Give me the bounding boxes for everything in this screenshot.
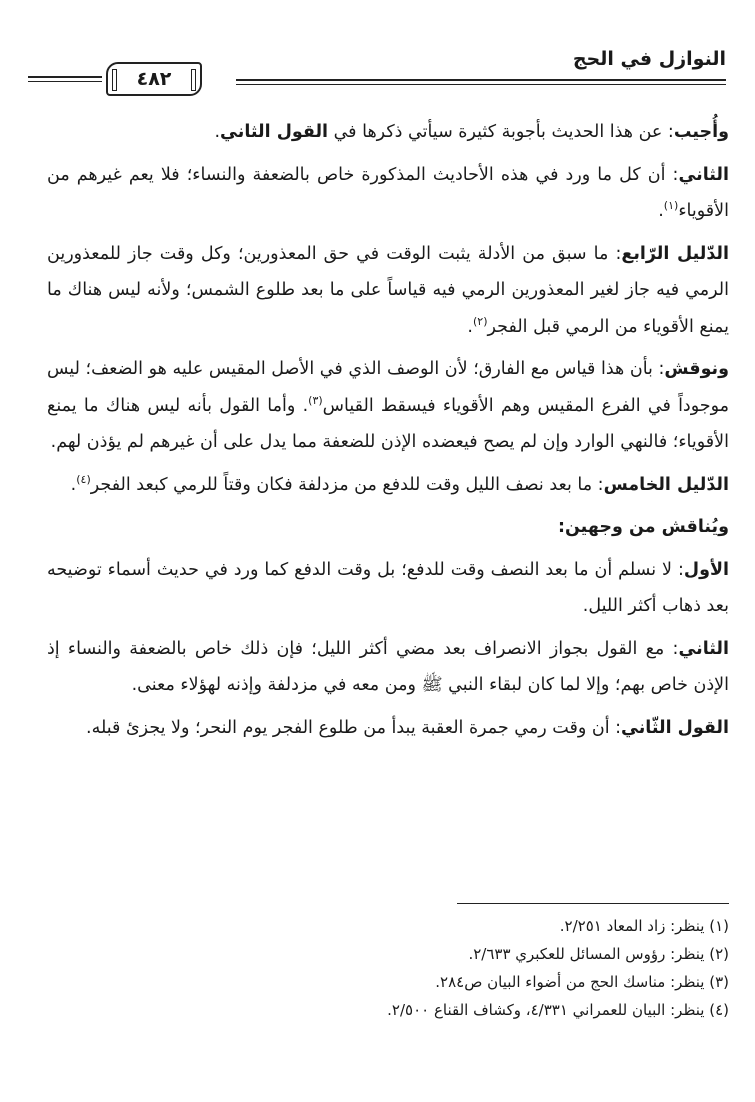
paragraph bbox=[47, 467, 729, 504]
book-title: النوازل في الحج bbox=[572, 48, 726, 70]
paragraph-text: : أن كل ما ورد في هذه الأحاديث المذكورة خاص بالضعفة والنساء؛ فلا يعم غيرهم من الأقوياء bbox=[47, 164, 729, 221]
footnote-item: (٢) ينظر: رؤوس المسائل للعكبري ٢/٦٣٣. bbox=[468, 945, 729, 963]
header-rule-left bbox=[28, 76, 102, 82]
paragraph-lead: الأول bbox=[683, 559, 729, 580]
footnote-marker[interactable]: (١) bbox=[663, 199, 679, 213]
paragraph-lead: ويُناقش من وجهين bbox=[564, 517, 729, 537]
paragraph bbox=[47, 236, 729, 346]
paragraph-lead: الثاني bbox=[678, 164, 729, 185]
paragraph-text: : لا نسلم أن ما بعد النصف وقت للدفع؛ بل وقت الدفع كما ورد في حديث أسماء توضيحه بعد ذهاب أكثر الليل bbox=[47, 559, 729, 616]
footnote-marker[interactable]: (٣) bbox=[308, 393, 323, 407]
paragraph-end: . bbox=[131, 675, 138, 695]
page-number: ٤٨٢ bbox=[106, 62, 202, 96]
footnote-marker[interactable]: (٢) bbox=[473, 314, 488, 328]
paragraph-text: : ما سبق من الأدلة يثبت الوقت في حق المعذورين؛ وكل وقت جاز للمعذورين الرمي فيه جاز لغير المعذورين الرمي فيه قياساً على ما بعد طلوع الشمس؛ ولأنه ليس هناك ما يمنع الأقوياء من الرمي قبل الفجر bbox=[47, 243, 729, 337]
paragraph bbox=[47, 552, 729, 625]
paragraph-lead: وأُجيب bbox=[673, 122, 729, 142]
paragraph bbox=[47, 710, 729, 747]
footnote-marker[interactable]: (٤) bbox=[76, 472, 91, 486]
header-rule bbox=[236, 79, 726, 85]
footnote-item: (١) ينظر: زاد المعاد ٢/٢٥١. bbox=[559, 917, 729, 935]
page-header bbox=[28, 48, 726, 92]
main-text bbox=[47, 114, 729, 752]
paragraph-end: . bbox=[658, 201, 664, 221]
paragraph bbox=[47, 157, 729, 230]
paragraph-lead: الثاني bbox=[678, 638, 729, 659]
paragraph bbox=[47, 509, 729, 546]
paragraph-end: . bbox=[214, 122, 221, 142]
footnote-item: (٣) ينظر: مناسك الحج من أضواء البيان ص٢٨٤. bbox=[435, 973, 729, 991]
paragraph-end: . bbox=[86, 717, 92, 738]
paragraph-text: : ما بعد نصف الليل وقت للدفع من مزدلفة فكان وقتاً للرمي كبعد الفجر bbox=[90, 474, 604, 495]
paragraph-text: : بأن هذا قياس مع الفارق؛ لأن الوصف الذي في الأصل المقيس عليه هو الضعف؛ ليس موجوداً في الفرع المقيس وهم الأقوياء فيسقط القياس bbox=[47, 359, 729, 416]
footnote-item: (٤) ينظر: البيان للعمراني ٤/٣٣١، وكشاف القناع ٢/٥٠٠. bbox=[387, 1001, 729, 1019]
paragraph bbox=[47, 351, 729, 461]
paragraph-text: : bbox=[557, 517, 565, 537]
paragraph-bold-tail: القول الثاني bbox=[220, 122, 329, 142]
footnotes bbox=[47, 912, 729, 1024]
paragraph-lead: ونوقش bbox=[664, 359, 729, 379]
paragraph-text: : مع القول بجواز الانصراف بعد مضي أكثر الليل؛ فإن ذلك خاص بالضعفة والنساء إذ الإذن خاص بهم؛ وإلا لما كان لبقاء النبي ﷺ ومن معه في مزدلفة وإذنه لهؤلاء معنى bbox=[47, 638, 729, 695]
paragraph-end: . bbox=[582, 596, 589, 616]
paragraph-end: . وأما القول بأنه ليس هناك ما يمنع الأقوياء؛ فالنهي الوارد وإن لم يصح فيعضده الإذن للضعفة مما يدل على أن غيرهم لم يؤذن لهم. bbox=[47, 395, 729, 452]
paragraph bbox=[47, 114, 729, 151]
paragraph-lead: الدّليل الخامس bbox=[603, 474, 729, 495]
paragraph-text: : عن هذا الحديث بأجوبة كثيرة سيأتي ذكرها في bbox=[328, 122, 674, 142]
paragraph-lead: الدّليل الرّابع bbox=[621, 243, 729, 264]
paragraph-text: : أن وقت رمي جمرة العقبة يبدأ من طلوع الفجر يوم النحر؛ ولا يجزئ قبله bbox=[91, 717, 622, 738]
paragraph-end: . bbox=[467, 316, 473, 337]
paragraph bbox=[47, 631, 729, 704]
paragraph-end: . bbox=[70, 474, 77, 495]
paragraph-lead: القول الثّاني bbox=[621, 717, 729, 738]
footnote-separator bbox=[457, 903, 729, 904]
